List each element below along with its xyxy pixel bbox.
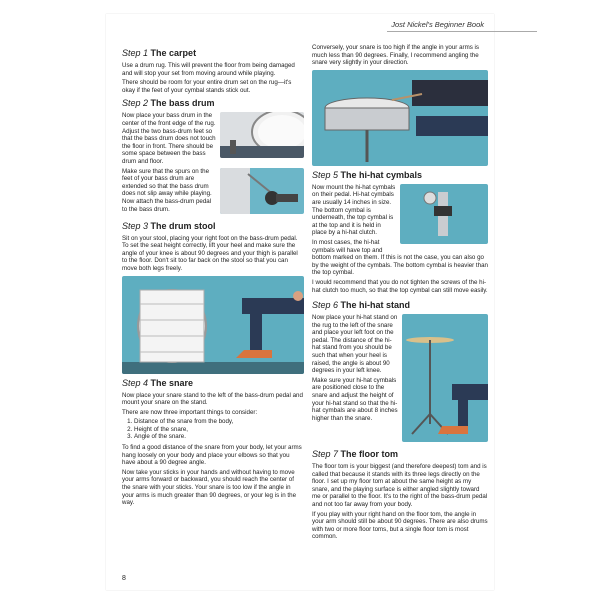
snare-photo bbox=[312, 70, 488, 166]
hi-hat-stand-photo bbox=[402, 314, 488, 442]
bass-drum-feet-photo bbox=[220, 112, 304, 158]
list-item: 3. Angle of the snare. bbox=[134, 433, 304, 441]
step-4-text-4: Now take your sticks in your hands and without having to move your arms forward or backward, you should reach the center of the snare with your sticks. Your snare is too low if the angle in your arms is much greater than 90 degrees, or your leg is in the way. bbox=[122, 468, 297, 507]
list-item: 1. Distance of the snare from the body, bbox=[134, 418, 304, 426]
book-title: Jost Nickel's Beginner Book bbox=[391, 20, 484, 29]
step-6-text-2: Make sure your hi-hat cymbals are positioned close to the snare and adjust the height of your hi-hat stand so that the hi-hat cymbals are about 8 inches higher than the snare. bbox=[312, 376, 398, 422]
step-3-heading: Step 3 The drum stool bbox=[122, 220, 216, 231]
step-3-text: Sit on your stool, placing your right foot on the bass-drum pedal. To set the seat height correctly, lift your heel and make sure the angle of your knee is about 90 degrees and your thigh is parallel to the floor. Don't sit too far back on the stool so that you can move both legs freely. bbox=[122, 234, 298, 272]
right-column bbox=[312, 44, 488, 543]
step-4-text-2: There are now three important things to consider: bbox=[122, 408, 258, 416]
book-page bbox=[106, 14, 494, 590]
drum-stool-photo bbox=[122, 276, 304, 374]
running-header bbox=[391, 20, 484, 29]
page-number: 8 bbox=[122, 575, 126, 582]
step-7-text: The floor tom is your biggest (and therefore deepest) tom and is called that because it stands with its three legs directly on the floor. I set up my floor tom at about the same height as my snare, and the playing surface is either angled slightly toward me or parallel to the floor. It's to the right of the bass-drum pedal and not too far away from your body. bbox=[312, 463, 488, 509]
hi-hat-clutch-photo bbox=[400, 184, 488, 244]
step-5-text-2: In most cases, the hi-hat cymbals will have top and bottom marked on them. If this is not the case, you can also go by the weight of the cymbals. The bottom cymbal is heavier than the top cymbal. bbox=[312, 238, 488, 277]
header-rule bbox=[387, 31, 537, 32]
step-7-text-2: If you play with your right hand on the floor tom, the angle in your arm should still be about 90 degrees. There are also drums with two or more floor toms, but a single floor tom is most common. bbox=[312, 510, 488, 541]
list-item: 2. Height of the snare, bbox=[134, 426, 304, 434]
step-2-text-2: Make sure that the spurs on the feet of your bass drum are extended so that the bass drum does not slip away while playing. Now attach the bass-drum pedal to the bass drum. bbox=[122, 167, 212, 213]
bass-drum-pedal-photo bbox=[220, 168, 304, 214]
step-6-heading: Step 6 The hi-hat stand bbox=[312, 300, 411, 311]
step-6-text: Now place your hi-hat stand on the rug to the left of the snare and place your left foot on the pedal. The distance of the hi-hat stand from you should be such that when your heel is raised, the angle is about 90 degrees in your left knee. bbox=[312, 314, 398, 375]
step-1-text: Use a drum rug. This will prevent the floor from being damaged and will stop your set from moving around while playing. bbox=[122, 62, 295, 77]
left-column bbox=[122, 44, 304, 509]
step-1-heading: Step 1 The carpet bbox=[122, 48, 197, 58]
step-7-heading: Step 7 The floor tom bbox=[312, 449, 399, 460]
step-5-heading: Step 5 The hi-hat cymbals bbox=[312, 169, 423, 180]
step-2-text: Now place your bass drum in the center of the front edge of the rug. Adjust the two bass-drum feet so that the bass drum does not touch the floor in front. There should be some space between the bass drum and floor. bbox=[122, 112, 216, 165]
step-4-heading: Step 4 The snare bbox=[122, 377, 194, 388]
step-2-heading: Step 2 The bass drum bbox=[122, 98, 215, 109]
snare-considerations-list bbox=[122, 418, 304, 441]
step-5-text-3: I would recommend that you do not tighten the screws of the hi-hat clutch too much, so that the top cymbal can still move easily. bbox=[312, 278, 488, 294]
step-1-text-2: There should be room for your entire drum set on the rug—it's okay if the feet of your cymbal stands stick out. bbox=[122, 79, 292, 94]
step-4-text-3: To find a good distance of the snare from your body, let your arms hang loosely on your body and place your elbows so that you have about a 90 degree angle. bbox=[122, 444, 302, 467]
step-5-text: Now mount the hi-hat cymbals on their pedal. Hi-hat cymbals are usually 14 inches in size. The bottom cymbal is underneath, the top cymbal is at the top and it is held in place by a hi-hat clutch. bbox=[312, 183, 396, 237]
step-4-text: Now place your snare stand to the left of the bass-drum pedal and mount your snare on the stand. bbox=[122, 391, 303, 407]
step-4-text-5: Conversely, your snare is too high if the angle in your arms is much less than 90 degrees. Finally, I recommend angling the snare very slightly in your direction. bbox=[312, 44, 480, 67]
